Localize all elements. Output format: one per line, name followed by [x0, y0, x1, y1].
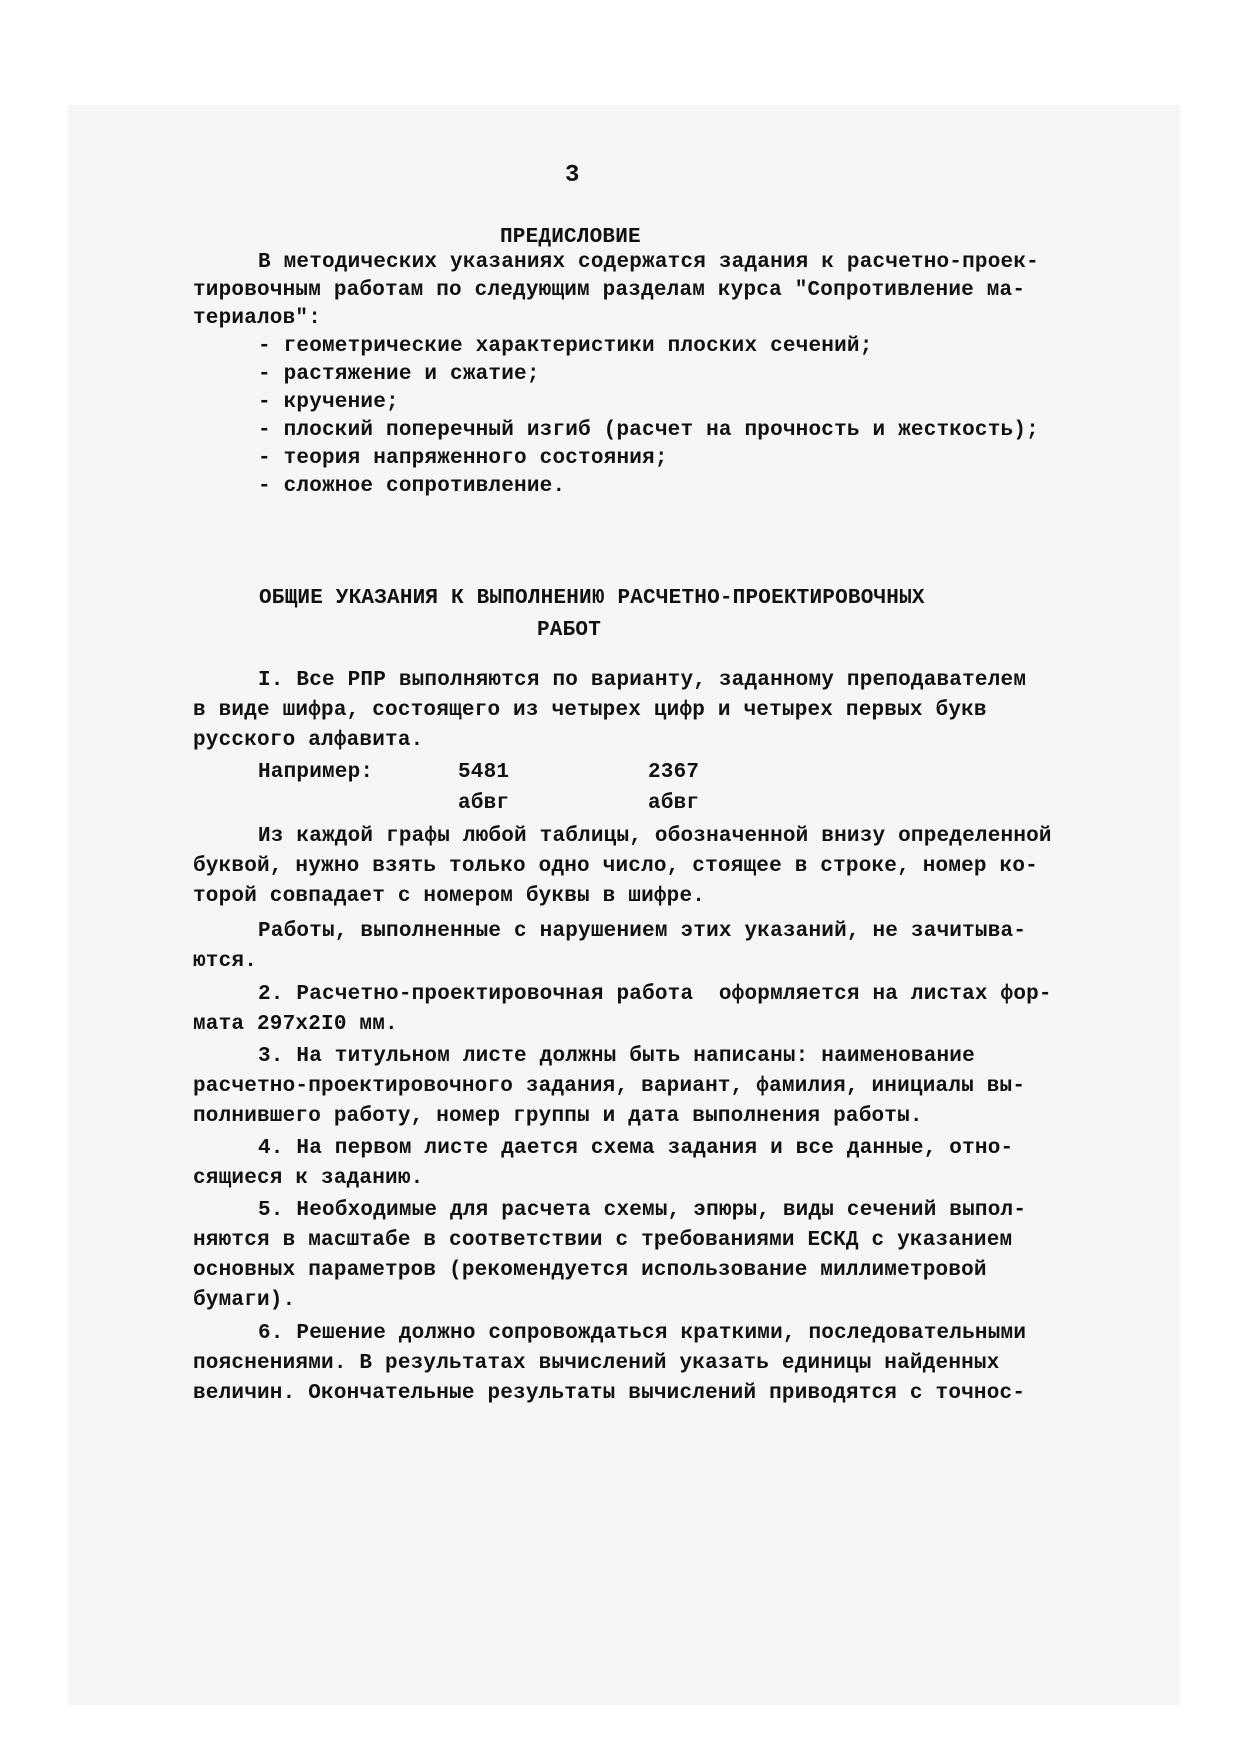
preface-title: ПРЕДИСЛОВИЕ: [500, 226, 641, 249]
preface-list-item: - кручение;: [258, 391, 399, 414]
preface-line: териалов":: [193, 307, 322, 330]
page-number: 3: [565, 162, 580, 189]
paragraph-line: сящиеся к заданию.: [193, 1167, 424, 1190]
preface-list-item: - геометрические характеристики плоских сечений;: [258, 335, 873, 358]
paragraph-line: буквой, нужно взять только одно число, стоящее в строке, номер ко-: [193, 855, 1038, 878]
paragraph-line: величин. Окончательные результаты вычислений приводятся с точнос-: [193, 1382, 1026, 1405]
preface-line: тировочным работам по следующим разделам курса "Сопротивление ма-: [193, 279, 1026, 302]
paragraph-line: русского алфавита.: [193, 729, 424, 752]
example-label: Например:: [258, 761, 374, 784]
example-code-digits: 2367: [648, 761, 700, 784]
paragraph-line: 4. На первом листе дается схема задания и все данные, отно-: [258, 1137, 1014, 1160]
general-title-cont: РАБОТ: [537, 619, 602, 642]
preface-list-item: - теория напряженного состояния;: [258, 447, 668, 470]
paragraph-line: I. Все РПР выполняются по варианту, заданному преподавателем: [258, 669, 1027, 692]
paragraph-line: няются в масштабе в соответствии с требованиями ЕСКД с указанием: [193, 1229, 1013, 1252]
example-code-digits: 5481: [458, 761, 510, 784]
example-code-letters: абвг: [458, 792, 510, 815]
paragraph-line: в виде шифра, состоящего из четырех цифр и четырех первых букв: [193, 699, 987, 722]
preface-list-item: - сложное сопротивление.: [258, 475, 566, 498]
paragraph-line: мата 297x2I0 мм.: [193, 1013, 398, 1036]
example-code-letters: абвг: [648, 792, 700, 815]
paragraph-line: пояснениями. В результатах вычислений указать единицы найденных: [193, 1352, 1000, 1375]
paragraph-line: Из каждой графы любой таблицы, обозначенной внизу определенной: [258, 825, 1052, 848]
paragraph-line: полнившего работу, номер группы и дата выполнения работы.: [193, 1105, 923, 1128]
paragraph-line: 3. На титульном листе должны быть написаны: наименование: [258, 1045, 975, 1068]
paragraph-line: 6. Решение должно сопровождаться краткими, последовательными: [258, 1322, 1027, 1345]
preface-line: В методических указаниях содержатся задания к расчетно-проек-: [258, 251, 1039, 274]
paragraph-line: Работы, выполненные с нарушением этих указаний, не зачитыва-: [258, 920, 1027, 943]
paragraph-line: 2. Расчетно-проектировочная работа оформляется на листах фор-: [258, 983, 1052, 1006]
general-title: ОБЩИЕ УКАЗАНИЯ К ВЫПОЛНЕНИЮ РАСЧЕТНО-ПРОЕКТИРОВОЧНЫХ: [259, 587, 925, 610]
paragraph-line: ются.: [193, 950, 258, 973]
paragraph-line: основных параметров (рекомендуется использование миллиметровой: [193, 1259, 987, 1282]
paragraph-line: расчетно-проектировочного задания, вариант, фамилия, инициалы вы-: [193, 1075, 1026, 1098]
preface-list-item: - плоский поперечный изгиб (расчет на прочность и жесткость);: [258, 419, 1039, 442]
preface-list-item: - растяжение и сжатие;: [258, 363, 540, 386]
paragraph-line: торой совпадает с номером буквы в шифре.: [193, 885, 706, 908]
paragraph-line: 5. Необходимые для расчета схемы, эпюры, виды сечений выпол-: [258, 1199, 1027, 1222]
paragraph-line: бумаги).: [193, 1289, 296, 1312]
